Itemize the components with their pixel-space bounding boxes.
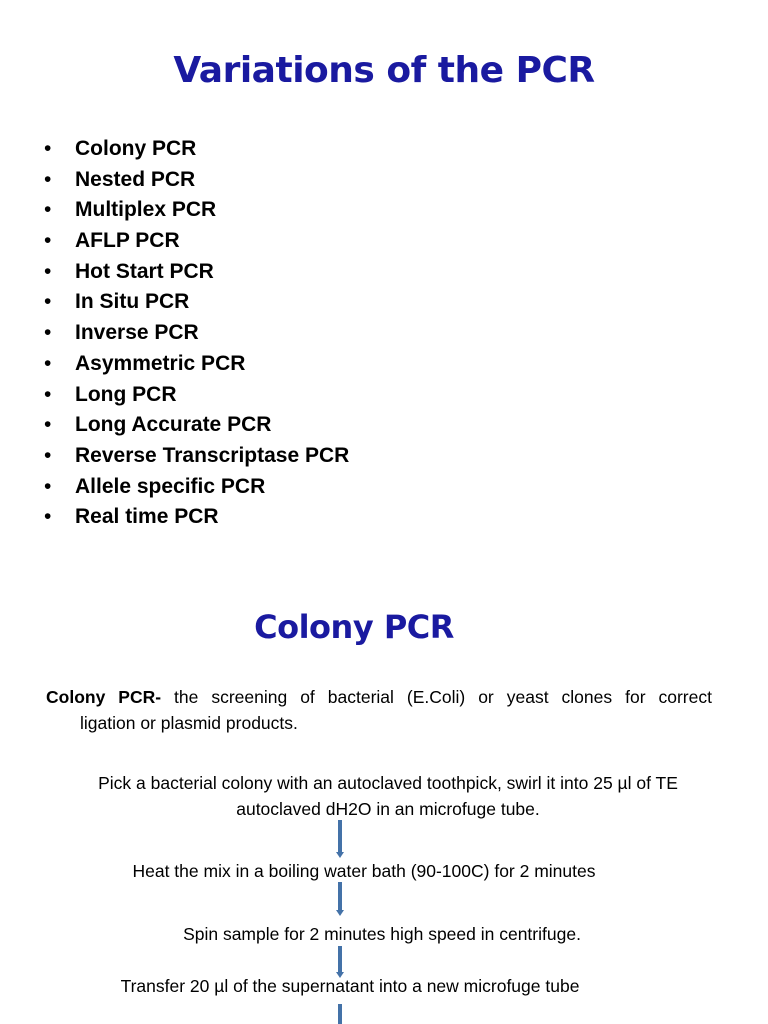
list-item-label: Inverse PCR xyxy=(75,321,199,345)
arrow-head xyxy=(336,910,344,916)
definition-line-2: ligation or plasmid products. xyxy=(80,713,298,733)
list-item-label: Long PCR xyxy=(75,382,177,406)
list-item-label: Multiplex PCR xyxy=(75,198,217,222)
step-text-line-2: autoclaved dH2O in an microfuge tube. xyxy=(236,799,540,819)
list-item-label: In Situ PCR xyxy=(75,290,190,314)
bullet-icon: • xyxy=(44,137,52,160)
list-item-label: Colony PCR xyxy=(75,137,197,160)
protocol-step-2: Heat the mix in a boiling water bath (90-100C) for 2 minutes xyxy=(132,861,596,881)
down-arrow-icon xyxy=(336,882,344,916)
arrow-shaft xyxy=(338,946,342,972)
step-text-line-1: Pick a bacterial colony with an autoclaved toothpick, swirl it into 25 µl of TE xyxy=(98,773,678,793)
definition-paragraph xyxy=(46,684,712,736)
protocol-step-4: Transfer 20 µl of the supernatant into a new microfuge tube xyxy=(120,976,580,996)
bullet-icon: • xyxy=(44,505,52,529)
bullet-icon: • xyxy=(44,229,52,253)
arrow-shaft xyxy=(338,882,342,910)
down-arrow-icon xyxy=(336,820,344,858)
list-item-label: Hot Start PCR xyxy=(75,259,214,283)
bullet-icon: • xyxy=(44,321,52,345)
definition-term: Colony PCR- xyxy=(46,687,162,707)
bullet-icon: • xyxy=(44,443,52,467)
bullet-icon: • xyxy=(44,382,52,406)
list-item-label: Asymmetric PCR xyxy=(75,351,246,375)
list-item-label: Reverse Transcriptase PCR xyxy=(75,443,350,467)
bullet-icon: • xyxy=(44,198,52,222)
bullet-icon: • xyxy=(44,290,52,314)
protocol-step-3: Spin sample for 2 minutes high speed in centrifuge. xyxy=(183,924,581,944)
list-item-label: Nested PCR xyxy=(75,167,196,191)
definition-text: the screening of bacterial (E.Coli) or yeast clones for correct xyxy=(161,687,712,707)
arrow-shaft xyxy=(338,820,342,852)
bullet-icon: • xyxy=(44,351,52,375)
list-item-label: Real time PCR xyxy=(75,505,219,529)
protocol-step-1 xyxy=(4,770,768,822)
bullet-icon: • xyxy=(44,413,52,437)
list-item-label: AFLP PCR xyxy=(75,229,180,253)
definition-line-1 xyxy=(46,684,712,710)
section-title: Colony PCR xyxy=(254,608,454,646)
list-item-label: Long Accurate PCR xyxy=(75,413,272,437)
page-title: Variations of the PCR xyxy=(173,50,595,91)
bullet-icon: • xyxy=(44,474,52,498)
bullet-icon: • xyxy=(44,167,52,191)
list-item-label: Allele specific PCR xyxy=(75,474,266,498)
arrow-shaft xyxy=(338,1004,342,1024)
bullet-icon: • xyxy=(44,259,52,283)
down-arrow-icon xyxy=(336,1004,344,1024)
